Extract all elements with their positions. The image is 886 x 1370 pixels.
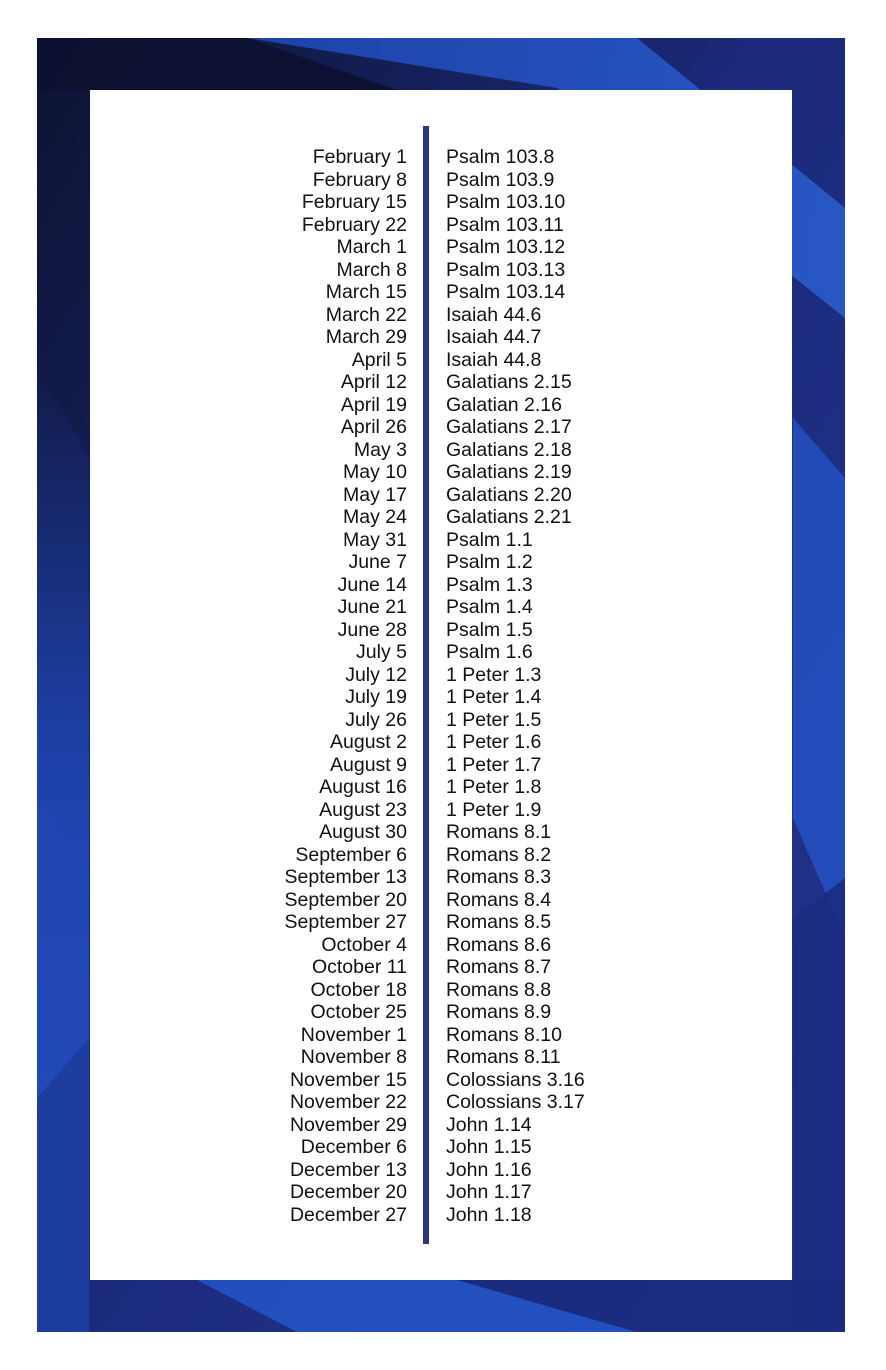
schedule-verse: Romans 8.2 — [446, 843, 552, 866]
schedule-verse: Isaiah 44.6 — [446, 303, 542, 326]
schedule-verse: Colossians 3.17 — [446, 1091, 585, 1113]
schedule-date: May 31 — [343, 528, 407, 551]
schedule-verse: Galatians 2.18 — [446, 438, 572, 461]
dates-column — [177, 146, 407, 1226]
schedule-verse: Romans 8.10 — [446, 1023, 562, 1046]
schedule-date: August 16 — [319, 776, 407, 798]
schedule-date: April 12 — [340, 371, 407, 393]
schedule-verse: Romans 8.3 — [446, 866, 552, 888]
schedule-date: November 15 — [289, 1068, 407, 1091]
schedule-date: August 9 — [330, 753, 407, 776]
schedule-date: March 22 — [325, 303, 407, 326]
schedule-date: February 1 — [312, 146, 407, 168]
schedule-date: March 1 — [336, 236, 407, 258]
schedule-verse: 1 Peter 1.7 — [446, 753, 542, 776]
schedule-verse: Romans 8.8 — [446, 978, 552, 1001]
schedule-date: June 28 — [337, 618, 407, 641]
schedule-date: September 6 — [295, 843, 407, 866]
schedule-verse: Psalm 1.2 — [446, 551, 533, 573]
schedule-date: March 15 — [325, 281, 407, 303]
schedule-date: November 1 — [300, 1023, 407, 1046]
schedule-verse: Psalm 103.8 — [446, 146, 555, 168]
schedule-date: December 13 — [289, 1158, 407, 1181]
schedule-verse: Galatians 2.15 — [446, 371, 572, 393]
schedule-verse: Romans 8.7 — [446, 956, 552, 978]
schedule-date: September 20 — [284, 888, 407, 911]
schedule-verse: John 1.15 — [446, 1136, 532, 1158]
schedule-date: May 10 — [343, 461, 407, 483]
schedule-verse: Psalm 1.3 — [446, 573, 533, 596]
schedule-verse: 1 Peter 1.4 — [446, 686, 542, 708]
schedule-verse: Galatians 2.21 — [446, 506, 572, 528]
schedule-verse: Psalm 103.13 — [446, 258, 566, 281]
schedule-date: December 27 — [289, 1203, 407, 1226]
schedule-verse: Galatians 2.19 — [446, 461, 572, 483]
schedule-date: April 26 — [340, 416, 407, 438]
schedule-verse: Romans 8.5 — [446, 911, 552, 933]
schedule-date: August 30 — [319, 821, 407, 843]
schedule-date: June 14 — [337, 573, 407, 596]
schedule-date: February 22 — [301, 213, 407, 236]
schedule-date: September 13 — [284, 866, 407, 888]
schedule-date: October 25 — [310, 1001, 407, 1023]
verses-column — [446, 146, 746, 1226]
schedule-verse: 1 Peter 1.8 — [446, 776, 542, 798]
schedule-date: April 5 — [351, 348, 407, 371]
schedule-date: October 18 — [310, 978, 407, 1001]
schedule-verse: Psalm 1.1 — [446, 528, 533, 551]
schedule-date: July 5 — [356, 641, 407, 663]
schedule-date: November 8 — [300, 1046, 407, 1068]
schedule-date: July 12 — [345, 663, 407, 686]
schedule-verse: John 1.18 — [446, 1203, 532, 1226]
schedule-date: August 2 — [330, 731, 407, 753]
schedule-date: September 27 — [284, 911, 407, 933]
schedule-date: December 20 — [289, 1181, 407, 1203]
schedule-date: August 23 — [319, 798, 407, 821]
schedule-verse: Romans 8.11 — [446, 1046, 561, 1068]
schedule-verse: 1 Peter 1.6 — [446, 731, 542, 753]
schedule-date: February 8 — [312, 168, 407, 191]
schedule-verse: Galatians 2.20 — [446, 483, 572, 506]
schedule-date: November 29 — [289, 1113, 407, 1136]
schedule-verse: Psalm 1.6 — [446, 641, 533, 663]
schedule-verse: Psalm 1.5 — [446, 618, 533, 641]
schedule-verse: Psalm 103.11 — [446, 213, 564, 236]
schedule-date: November 22 — [289, 1091, 407, 1113]
schedule-verse: John 1.17 — [446, 1181, 532, 1203]
schedule-date: March 8 — [336, 258, 407, 281]
schedule-date: March 29 — [325, 326, 407, 348]
schedule-verse: Galatians 2.17 — [446, 416, 572, 438]
schedule-verse: Galatian 2.16 — [446, 393, 563, 416]
schedule-date: May 17 — [343, 483, 407, 506]
schedule-verse: John 1.16 — [446, 1158, 532, 1181]
schedule-verse: Psalm 103.12 — [446, 236, 566, 258]
schedule-date: February 15 — [301, 191, 407, 213]
schedule-verse: Romans 8.1 — [446, 821, 552, 843]
schedule-date: June 21 — [337, 596, 407, 618]
schedule-verse: John 1.14 — [446, 1113, 532, 1136]
schedule-verse: 1 Peter 1.5 — [446, 708, 542, 731]
schedule-verse: Isaiah 44.8 — [446, 348, 542, 371]
schedule-date: June 7 — [348, 551, 407, 573]
schedule-verse: Romans 8.9 — [446, 1001, 552, 1023]
schedule-verse: 1 Peter 1.3 — [446, 663, 542, 686]
schedule-verse: Colossians 3.16 — [446, 1068, 585, 1091]
schedule-verse: 1 Peter 1.9 — [446, 798, 542, 821]
schedule-date: July 19 — [345, 686, 407, 708]
schedule-date: April 19 — [340, 393, 407, 416]
schedule-verse: Psalm 103.9 — [446, 168, 555, 191]
schedule-card — [90, 90, 792, 1280]
schedule-verse: Psalm 103.14 — [446, 281, 566, 303]
column-divider — [423, 126, 429, 1244]
schedule-date: December 6 — [300, 1136, 407, 1158]
schedule-date: July 26 — [345, 708, 407, 731]
schedule-verse: Psalm 103.10 — [446, 191, 566, 213]
schedule-verse: Isaiah 44.7 — [446, 326, 542, 348]
schedule-date: October 4 — [321, 933, 407, 956]
schedule-date: May 24 — [343, 506, 407, 528]
schedule-verse: Romans 8.4 — [446, 888, 552, 911]
schedule-verse: Psalm 1.4 — [446, 596, 533, 618]
schedule-verse: Romans 8.6 — [446, 933, 552, 956]
schedule-date: May 3 — [353, 438, 407, 461]
schedule-date: October 11 — [311, 956, 407, 978]
